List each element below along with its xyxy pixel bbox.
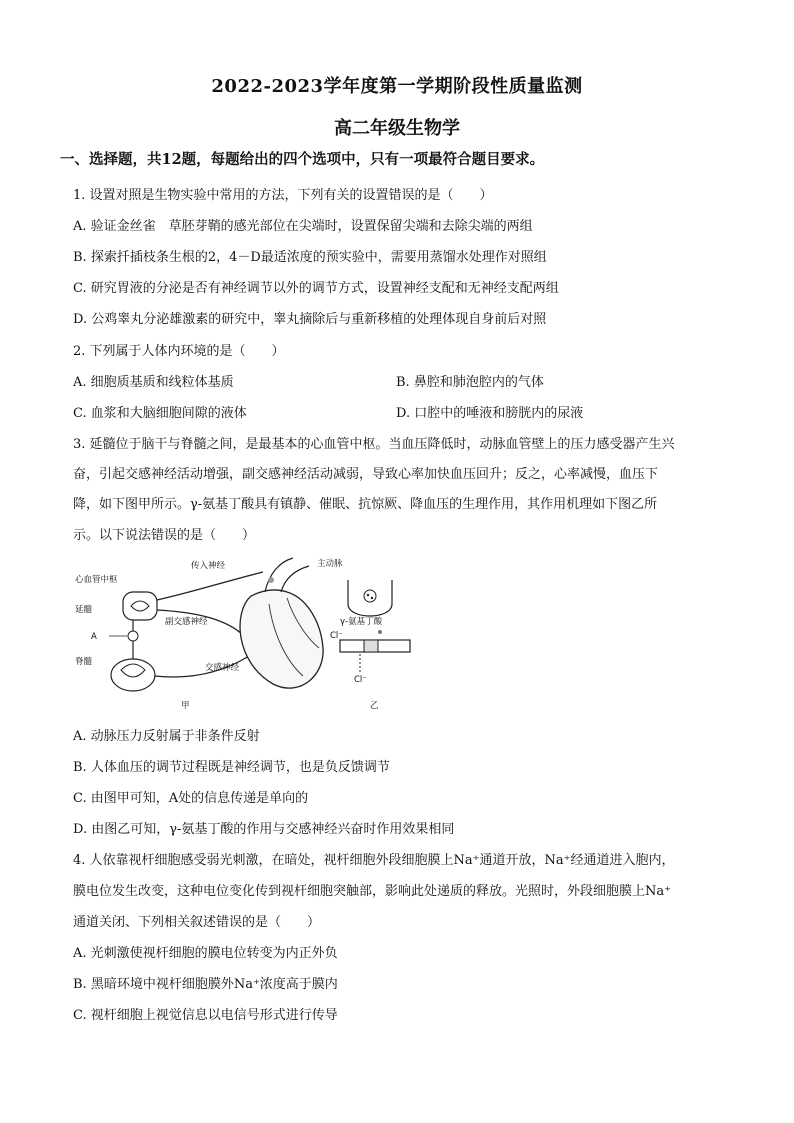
q3-stem-line-4: 示。以下说法错误的是（ ） <box>73 528 256 543</box>
q4-stem-line-2: 膜电位发生改变，这种电位变化传到视杆细胞突触部，影响此处递质的释放。光照时，外段细胞膜上Na⁺ <box>73 884 671 899</box>
q4-option-b: B. 黑暗环境中视杆细胞膜外Na⁺浓度高于膜内 <box>73 977 338 992</box>
label-center: 心血管中枢 <box>75 575 118 585</box>
vesicle <box>364 590 376 602</box>
q2-option-d: D. 口腔中的唾液和膀胱内的尿液 <box>396 406 584 421</box>
q4-stem-line-3: 通道关闭、下列相关叙述错误的是（ ） <box>73 915 321 930</box>
baroreceptor <box>268 577 274 583</box>
caption-jia: 甲 <box>181 701 190 711</box>
q3-option-c: C. 由图甲可知，A处的信息传递是单向的 <box>73 791 309 806</box>
q4-stem-line-1: 4. 人依靠视杆细胞感受弱光刺激，在暗处，视杆细胞外段细胞膜上Na⁺通道开放，Na⁺经通道进入胞内， <box>73 853 675 868</box>
q3-option-d: D. 由图乙可知，γ-氨基丁酸的作用与交感神经兴奋时作用效果相同 <box>73 822 455 837</box>
q1-stem: 1. 设置对照是生物实验中常用的方法，下列有关的设置错误的是（ ） <box>73 188 493 203</box>
q2-stem: 2. 下列属于人体内环境的是（ ） <box>73 344 285 359</box>
gaba-molecule <box>378 630 382 634</box>
q1-option-a: A. 验证金丝雀 草胚芽鞘的感光部位在尖端时，设置保留尖端和去除尖端的两组 <box>73 219 533 234</box>
synapse-a <box>128 631 138 641</box>
receptor-channel <box>364 640 378 652</box>
q1-option-c: C. 研究胃液的分泌是否有神经调节以外的调节方式，设置神经支配和无神经支配两组 <box>73 281 559 296</box>
q3-stem-line-1: 3. 延髓位于脑干与脊髓之间，是最基本的心血管中枢。当血压降低时，动脉血管壁上的压力感受器产生兴 <box>73 437 675 452</box>
label-cl-in: Cl⁻ <box>330 631 343 641</box>
page-subtitle: 高二年级生物学 <box>334 118 460 139</box>
label-parasym: 副交感神经 <box>165 617 208 627</box>
q1-option-d: D. 公鸡睾丸分泌雄激素的研究中，睾丸摘除后与重新移植的处理体现自身前后对照 <box>73 312 547 327</box>
label-spinal: 脊髓 <box>75 657 93 667</box>
figure-yi <box>330 576 420 712</box>
label-sym: 交感神经 <box>205 663 240 673</box>
q3-stem-line-3: 降，如下图甲所示。γ-氨基丁酸具有镇静、催眠、抗惊厥、降血压的生理作用，其作用机理如下图乙所 <box>73 497 658 512</box>
medulla-section <box>123 592 157 620</box>
q4-option-c: C. 视杆细胞上视觉信息以电信号形式进行传导 <box>73 1008 338 1023</box>
presynaptic-terminal <box>348 580 392 616</box>
label-aorta: 主动脉 <box>317 559 343 569</box>
afferent-nerve <box>157 572 263 600</box>
label-gaba: γ-氨基丁酸 <box>340 617 383 627</box>
q4-option-a: A. 光刺激使视杆细胞的膜电位转变为内正外负 <box>73 946 338 961</box>
q3-stem-line-2: 奋，引起交感神经活动增强，副交感神经活动减弱，导致心率加快血压回升；反之，心率减慢，血压下 <box>73 467 659 482</box>
section-heading: 一、选择题，共12题，每题给出的四个选项中，只有一项最符合题目要求。 <box>60 151 545 168</box>
label-medulla: 延髓 <box>75 605 93 615</box>
heart <box>240 590 323 688</box>
label-a: A <box>91 632 97 642</box>
aorta <box>265 558 309 592</box>
q1-option-b: B. 探索扦插枝条生根的2，4－D最适浓度的预实验中，需要用蒸馏水处理作对照组 <box>73 250 547 265</box>
label-afferent: 传入神经 <box>191 561 226 571</box>
caption-yi: 乙 <box>370 701 379 711</box>
spinal-grey-matter <box>121 664 145 677</box>
medulla-grey-matter <box>131 601 149 611</box>
q2-option-a: A. 细胞质基质和线粒体基质 <box>73 375 234 390</box>
parasympathetic-nerve <box>157 610 251 644</box>
page-title: 2022-2023学年度第一学期阶段性质量监测 <box>211 76 583 97</box>
label-cl-out: Cl⁻ <box>354 675 367 685</box>
q2-option-c: C. 血浆和大脑细胞间隙的液体 <box>73 406 247 421</box>
q3-option-b: B. 人体血压的调节过程既是神经调节，也是负反馈调节 <box>73 760 390 775</box>
q3-option-a: A. 动脉压力反射属于非条件反射 <box>73 729 260 744</box>
q2-option-b: B. 鼻腔和肺泡腔内的气体 <box>396 375 544 390</box>
